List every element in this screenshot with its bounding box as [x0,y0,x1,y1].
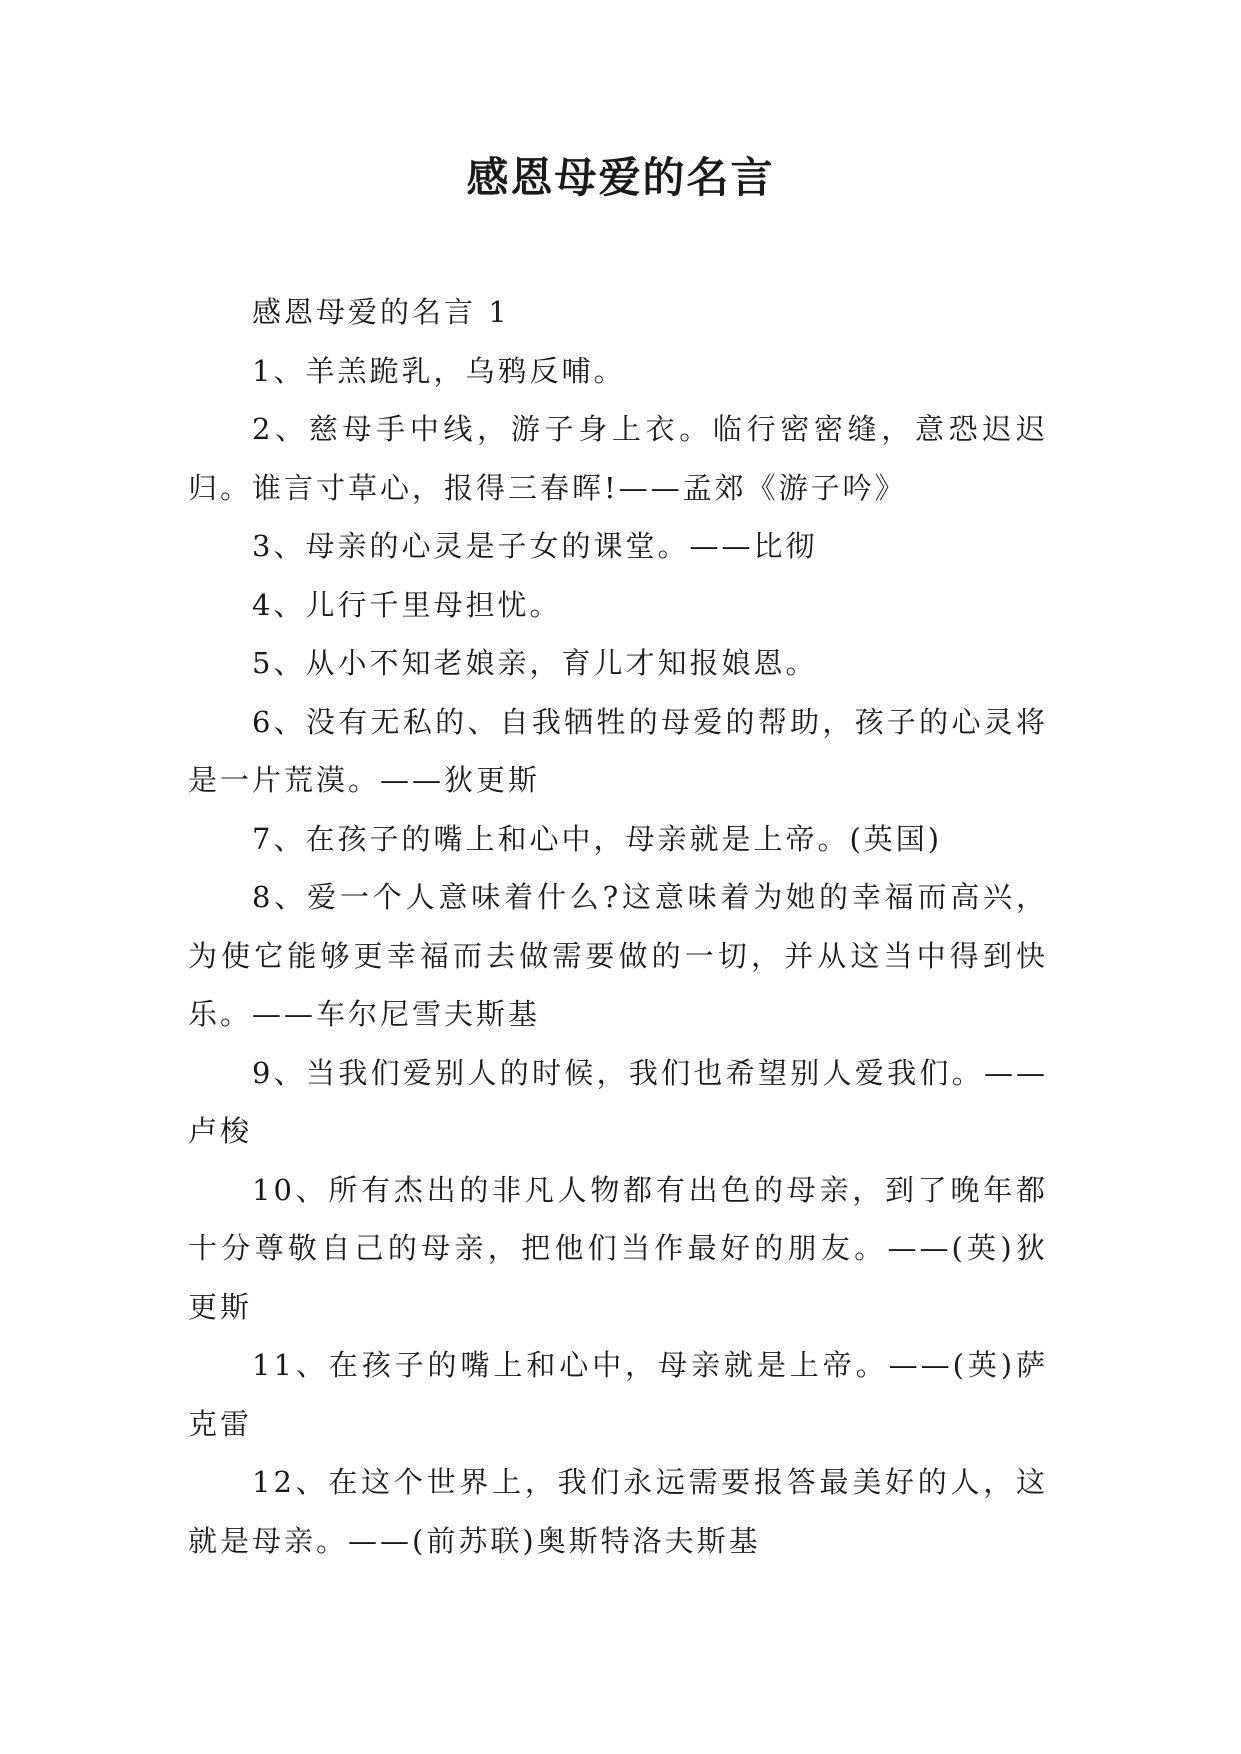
document-title: 感恩母爱的名言 [466,153,775,202]
quote-paragraph: 11、在孩子的嘴上和心中，母亲就是上帝。——(英)萨克雷 [188,1348,1048,1441]
quote-paragraph: 6、没有无私的、自我牺牲的母爱的帮助，孩子的心灵将是一片荒漠。——狄更斯 [188,704,1048,797]
quote-paragraph: 2、慈母手中线，游子身上衣。临行密密缝，意恐迟迟归。谁言寸草心，报得三春晖!——孟郊《游子吟》 [188,412,1048,505]
document-body [188,283,1048,1570]
quote-paragraph: 8、爱一个人意味着什么?这意味着为她的幸福而高兴，为使它能够更幸福而去做需要做的一切，并从这当中得到快乐。——车尔尼雪夫斯基 [188,880,1048,1031]
quote-paragraph: 10、所有杰出的非凡人物都有出色的母亲，到了晚年都十分尊敬自己的母亲，把他们当作最好的朋友。——(英)狄更斯 [188,1172,1048,1324]
quote-paragraph: 1、羊羔跪乳，乌鸦反哺。 [252,353,626,388]
quote-paragraph: 5、从小不知老娘亲，育儿才知报娘恩。 [252,646,818,680]
quote-paragraph: 12、在这个世界上，我们永远需要报答最美好的人，这就是母亲。——(前苏联)奥斯特洛夫斯基 [188,1465,1048,1558]
quote-paragraph: 3、母亲的心灵是子女的课堂。——比彻 [252,529,818,563]
quote-paragraph: 4、儿行千里母担忧。 [252,587,562,622]
quote-paragraph: 7、在孩子的嘴上和心中，母亲就是上帝。(英国) [252,821,943,856]
quote-paragraph: 9、当我们爱别人的时候，我们也希望别人爱我们。——卢梭 [188,1055,1048,1148]
section-heading: 感恩母爱的名言 1 [252,295,510,329]
